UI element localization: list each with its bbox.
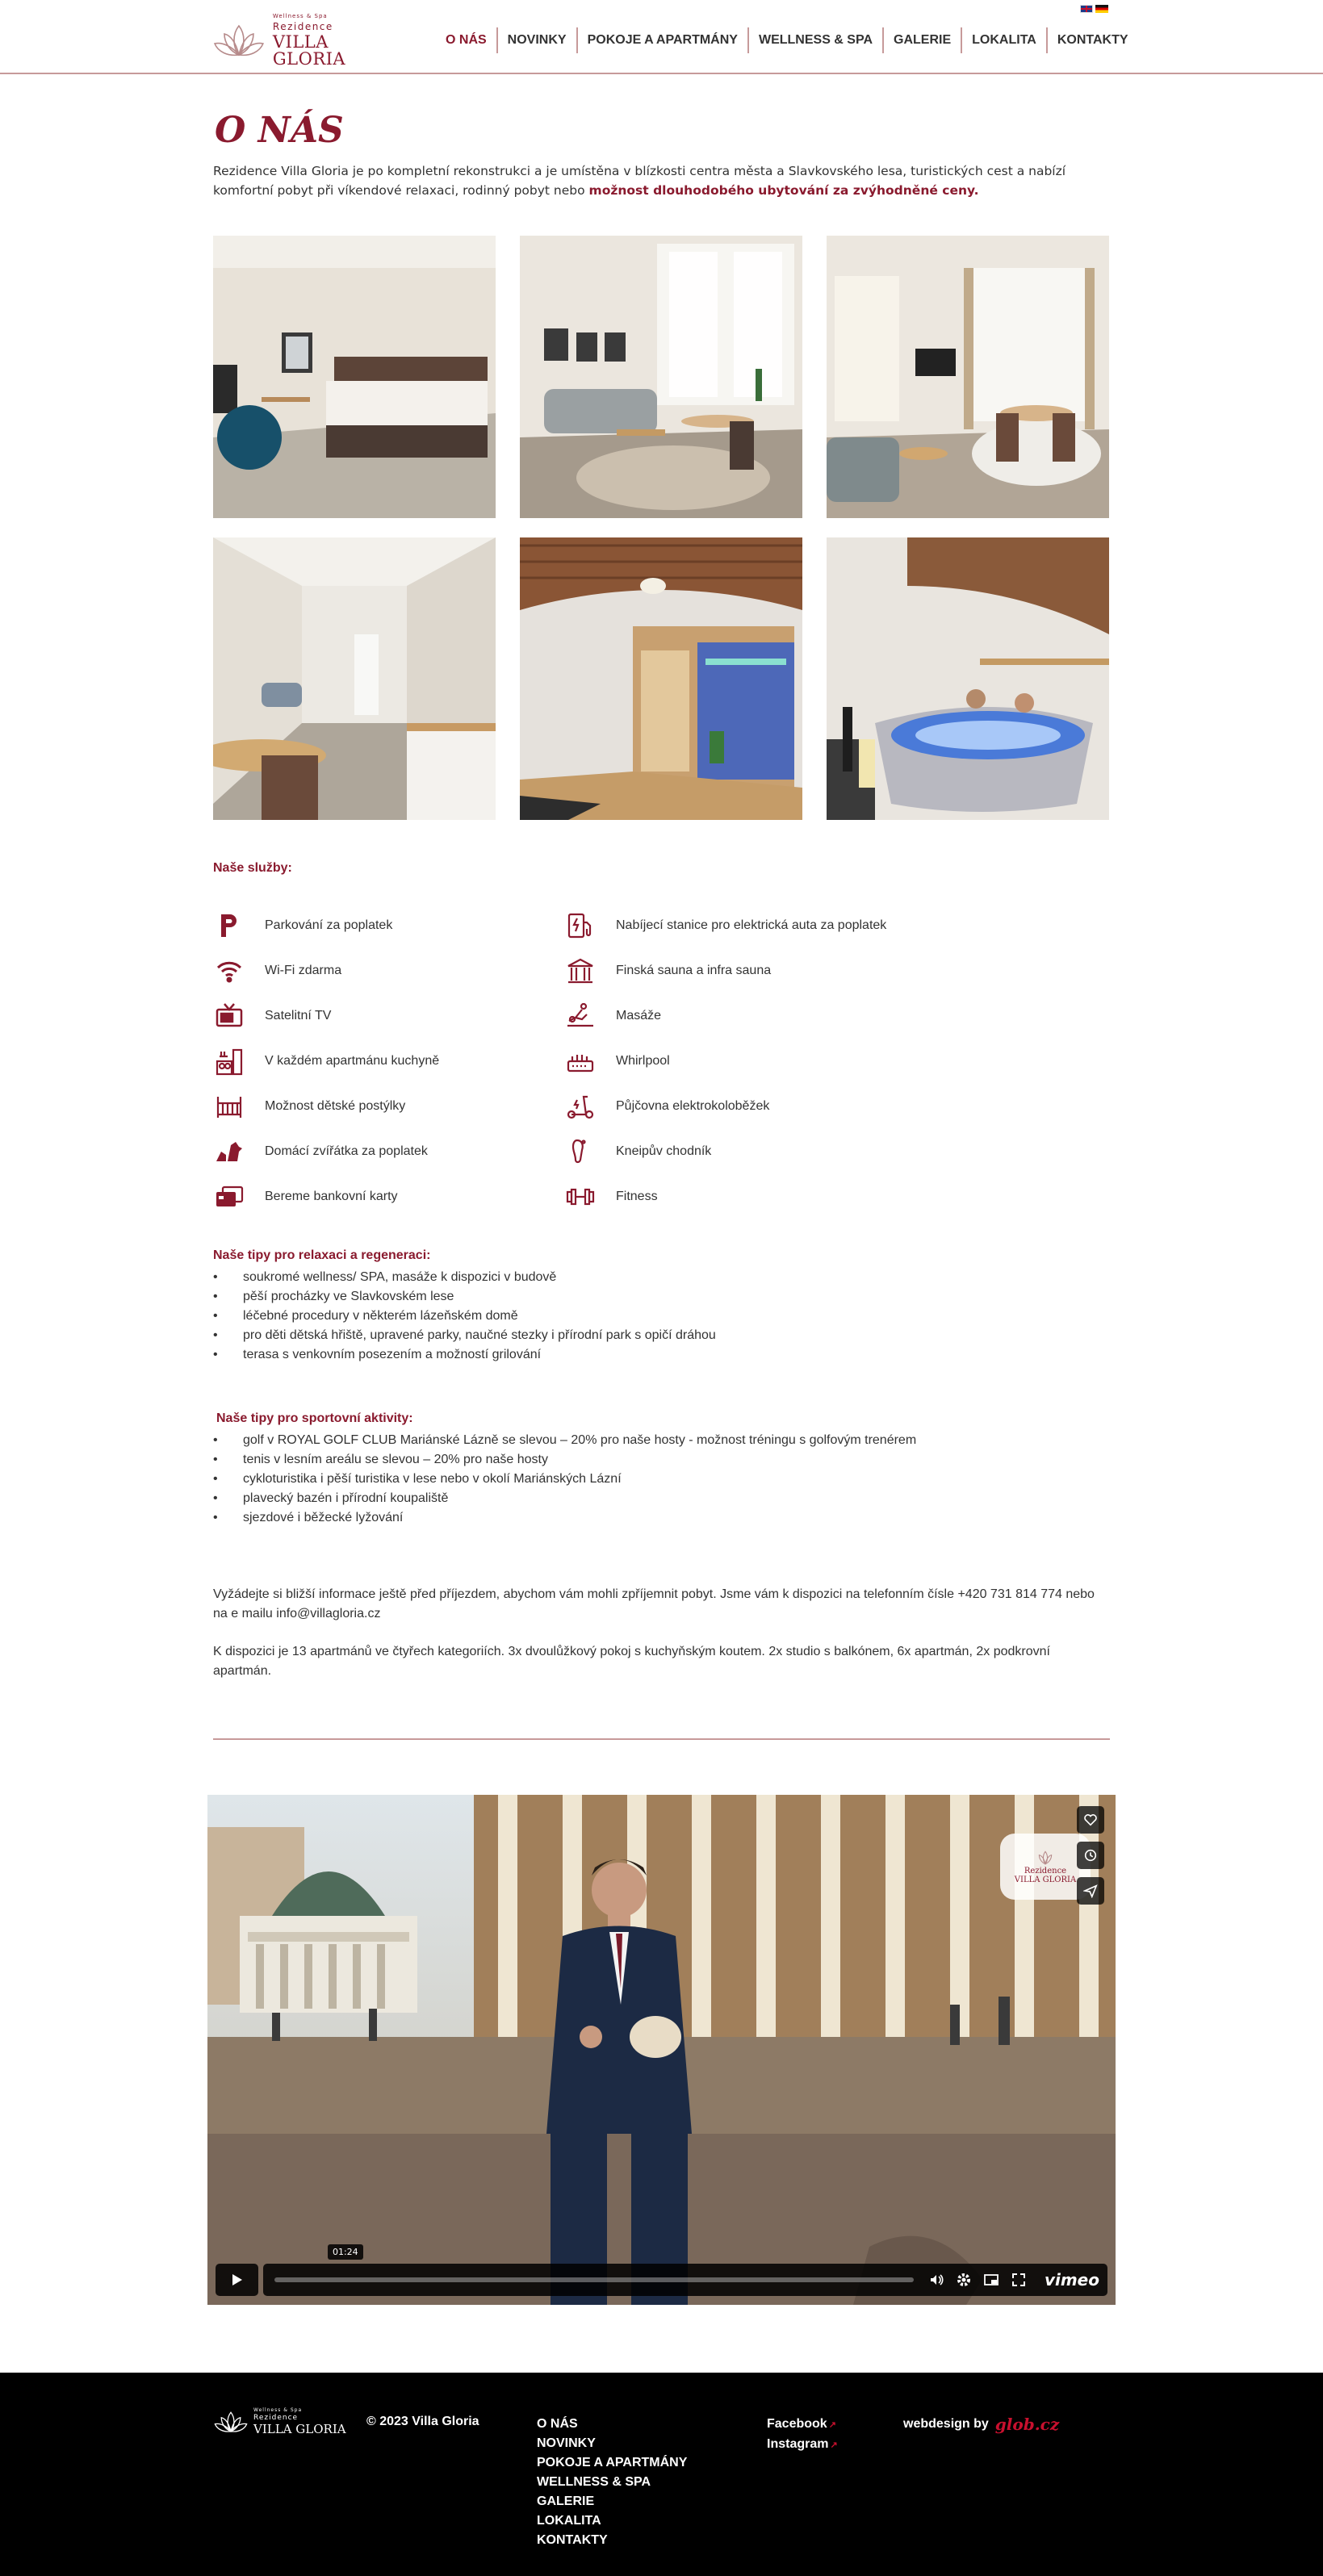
- webdesign-label: webdesign by: [903, 2417, 989, 2431]
- video-controls: [216, 2247, 1107, 2297]
- vimeo-video-player[interactable]: [207, 1795, 1116, 2305]
- services-title: Naše služby:: [213, 861, 292, 875]
- wifi-icon: [213, 955, 245, 987]
- service-label: Bereme bankovní karty: [265, 1190, 398, 1203]
- list-item: • pěší procházky ve Slavkovském lese: [213, 1287, 1110, 1307]
- logo-tagline: Wellness & Spa: [272, 12, 328, 19]
- nav-item-o-nas[interactable]: O NÁS: [446, 33, 487, 47]
- nav-item-pokoje[interactable]: POKOJE A APARTMÁNY: [576, 27, 747, 53]
- copyright: © 2023 Villa Gloria: [366, 2415, 479, 2428]
- service-item: [564, 948, 1110, 993]
- footer-nav-novinky[interactable]: NOVINKY: [537, 2436, 596, 2450]
- pets-icon: [213, 1135, 245, 1168]
- video-progress-bar: [263, 2247, 1107, 2296]
- intro-highlight: možnost dlouhodobého ubytování za zvýhodněné ceny.: [588, 183, 979, 198]
- paper-plane-icon: [1083, 1884, 1098, 1898]
- intro-paragraph: [213, 161, 1110, 200]
- list-item: • plavecký bazén i přírodní koupaliště: [213, 1489, 1110, 1508]
- card-icon: [213, 1181, 245, 1213]
- section-divider: [213, 1738, 1110, 1740]
- list-item: • léčebné procedury v některém lázeňském domě: [213, 1307, 1110, 1326]
- tv-icon: [213, 1000, 245, 1032]
- fitness-icon: [564, 1181, 597, 1213]
- service-item: [564, 903, 1110, 948]
- service-label: Domácí zvířátka za poplatek: [265, 1144, 428, 1158]
- page-title: O NÁS: [215, 110, 344, 151]
- living-room-photo[interactable]: [520, 236, 802, 518]
- picture-in-picture-icon[interactable]: [983, 2272, 999, 2288]
- service-item: [564, 1174, 1110, 1219]
- nav-item-galerie[interactable]: GALERIE: [882, 27, 961, 53]
- footer-nav-o-nas[interactable]: O NÁS: [537, 2417, 578, 2431]
- service-item: [213, 1084, 584, 1129]
- service-label: Kneipův chodník: [616, 1144, 712, 1158]
- service-item: [564, 1129, 1110, 1174]
- list-item: • cykloturistika i pěší turistika v lese nebo v okolí Mariánských Lázní: [213, 1470, 1110, 1489]
- parking-icon: [213, 910, 245, 942]
- heart-icon: [1083, 1813, 1098, 1827]
- en-flag-icon[interactable]: [1080, 5, 1093, 13]
- footer-logo-tagline: Wellness & Spa: [253, 2407, 303, 2413]
- site-footer: [0, 2373, 1323, 2576]
- de-flag-icon[interactable]: [1095, 5, 1108, 13]
- service-item: [564, 1084, 1110, 1129]
- footer-nav: [537, 2415, 687, 2550]
- play-icon: [229, 2273, 244, 2287]
- service-item: [213, 993, 584, 1039]
- service-label: Whirlpool: [616, 1054, 670, 1068]
- services-right-column: [564, 903, 1110, 1219]
- service-label: Nabíjecí stanice pro elektrická auta za poplatek: [616, 918, 887, 932]
- contact-paragraph: Vyžádejte si bližší informace ještě před příjezdem, abychom vám mohli zpříjemnit pobyt. Jsme vám k dispozici na telefonním čísle +420 731 814 774 nebo na e mailu info@villagloria.cz: [213, 1587, 1095, 1620]
- relax-tips: [213, 1248, 1110, 1365]
- scooter-icon: [564, 1090, 597, 1123]
- lotus-logo-icon: [213, 19, 265, 61]
- list-item: • soukromé wellness/ SPA, masáže k dispozici v budově: [213, 1268, 1110, 1287]
- sport-tips: [213, 1411, 1110, 1528]
- service-item: [213, 903, 584, 948]
- crib-icon: [213, 1090, 245, 1123]
- facebook-link[interactable]: [767, 2415, 838, 2435]
- clock-icon: [1083, 1848, 1098, 1863]
- massage-icon: [564, 1000, 597, 1032]
- facebook-label: Facebook: [767, 2417, 827, 2431]
- watch-later-button[interactable]: [1077, 1842, 1104, 1869]
- footer-logo-title: VILLA GLORIA: [253, 2422, 346, 2436]
- service-label: Satelitní TV: [265, 1009, 332, 1022]
- footer-nav-wellness[interactable]: WELLNESS & SPA: [537, 2475, 651, 2489]
- nav-item-wellness[interactable]: WELLNESS & SPA: [747, 27, 882, 53]
- whirlpool-photo[interactable]: [827, 537, 1109, 820]
- footer-logo-subtitle: Rezidence: [253, 2414, 299, 2422]
- video-frame: [207, 1795, 1116, 2305]
- sauna-icon: [564, 955, 597, 987]
- logo-title: VILLA GLORIA: [272, 31, 346, 69]
- list-item: • tenis v lesním areálu se slevou – 20% pro naše hosty: [213, 1450, 1110, 1470]
- logo-subtitle: Rezidence: [272, 20, 333, 32]
- nav-item-lokalita[interactable]: LOKALITA: [961, 27, 1046, 53]
- volume-icon[interactable]: [928, 2272, 944, 2288]
- nav-item-novinky[interactable]: NOVINKY: [496, 27, 576, 53]
- footer-nav-pokoje[interactable]: POKOJE A APARTMÁNY: [537, 2456, 688, 2469]
- webdesign-credit[interactable]: [903, 2415, 1059, 2434]
- capacity-paragraph: K dispozici je 13 apartmánů ve čtyřech kategoriích. 3x dvoulůžkový pokoj s kuchyňským koutem. 2x studio s balkónem, 6x apartmán, 2x podkrovní apartmán.: [213, 1645, 1050, 1678]
- video-logo-subtitle: Rezidence: [1024, 1867, 1067, 1876]
- language-switcher: [1080, 5, 1108, 13]
- nav-item-kontakty[interactable]: KONTAKTY: [1046, 27, 1138, 53]
- list-item: • pro děti dětská hřiště, upravené parky, naučné stezky i přírodní park s opičí dráhou: [213, 1326, 1110, 1345]
- dining-area-photo[interactable]: [827, 236, 1109, 518]
- video-logo-title: VILLA GLORIA: [1014, 1876, 1077, 1884]
- relax-tips-title: Naše tipy pro relaxaci a regeneraci:: [213, 1248, 431, 1262]
- service-label: Finská sauna a infra sauna: [616, 964, 772, 977]
- apartment-hallway-photo[interactable]: [213, 537, 496, 820]
- play-button[interactable]: [216, 2264, 258, 2296]
- external-link-icon: ↗: [830, 2440, 838, 2450]
- lotus-logo-icon: [213, 2408, 249, 2436]
- instagram-link[interactable]: [767, 2435, 838, 2455]
- webdesign-brand-logo: glob.cz: [994, 2415, 1060, 2434]
- service-label: Fitness: [616, 1190, 658, 1203]
- service-label: V každém apartmánu kuchyně: [265, 1054, 440, 1068]
- video-duration: 01:24: [328, 2244, 363, 2260]
- fullscreen-icon[interactable]: [1011, 2272, 1027, 2288]
- intro-text: Rezidence Villa Gloria je po kompletní rekonstrukci a je umístěna v blízkosti centra města a Slavkovského lesa, turistických cest a nabízí komfortní pobyt při víkendové relaxaci, rodinný pobyt nebo: [213, 164, 1066, 198]
- kitchen-icon: [213, 1045, 245, 1077]
- main-nav: [436, 27, 1138, 53]
- list-item: • golf v ROYAL GOLF CLUB Mariánské Lázně se slevou – 20% pro naše hosty - možnost tréningu s golfovým trenérem: [213, 1431, 1110, 1450]
- service-label: Půjčovna elektrokoloběžek: [616, 1099, 770, 1113]
- service-label: Parkování za poplatek: [265, 918, 393, 932]
- settings-gear-icon[interactable]: [956, 2272, 972, 2288]
- service-item: [213, 948, 584, 993]
- vimeo-logo[interactable]: vimeo: [1044, 2270, 1099, 2290]
- site-header: [0, 0, 1323, 74]
- footer-nav-kontakty[interactable]: KONTAKTY: [537, 2533, 608, 2547]
- service-item: [213, 1039, 584, 1084]
- ev-charger-icon: [564, 910, 597, 942]
- service-label: Masáže: [616, 1009, 662, 1022]
- instagram-label: Instagram: [767, 2437, 829, 2451]
- service-item: [564, 993, 1110, 1039]
- video-seek-track[interactable]: [274, 2277, 914, 2282]
- like-button[interactable]: [1077, 1806, 1104, 1834]
- social-links: [767, 2415, 838, 2455]
- photo-gallery: [213, 236, 1110, 820]
- lotus-logo-icon: [1033, 1849, 1057, 1867]
- whirlpool-icon: [564, 1045, 597, 1077]
- list-item: • sjezdové i běžecké lyžování: [213, 1508, 1110, 1528]
- footer-nav-galerie[interactable]: GALERIE: [537, 2494, 595, 2508]
- service-item: [213, 1174, 584, 1219]
- service-item: [213, 1129, 584, 1174]
- foot-icon: [564, 1135, 597, 1168]
- bedroom-photo[interactable]: [213, 236, 496, 518]
- sport-tips-title: Naše tipy pro sportovní aktivity:: [216, 1411, 413, 1425]
- video-side-actions: [1077, 1806, 1104, 1905]
- list-item: • terasa s venkovním posezením a možností grilování: [213, 1345, 1110, 1365]
- site-logo[interactable]: [213, 12, 407, 69]
- share-button[interactable]: [1077, 1877, 1104, 1905]
- service-label: Wi-Fi zdarma: [265, 964, 342, 977]
- footer-logo[interactable]: [213, 2408, 346, 2436]
- sauna-photo[interactable]: [520, 537, 802, 820]
- footer-nav-lokalita[interactable]: LOKALITA: [537, 2514, 601, 2528]
- external-link-icon: ↗: [828, 2420, 836, 2430]
- service-label: Možnost dětské postýlky: [265, 1099, 406, 1113]
- service-item: [564, 1039, 1110, 1084]
- services-left-column: [213, 903, 584, 1219]
